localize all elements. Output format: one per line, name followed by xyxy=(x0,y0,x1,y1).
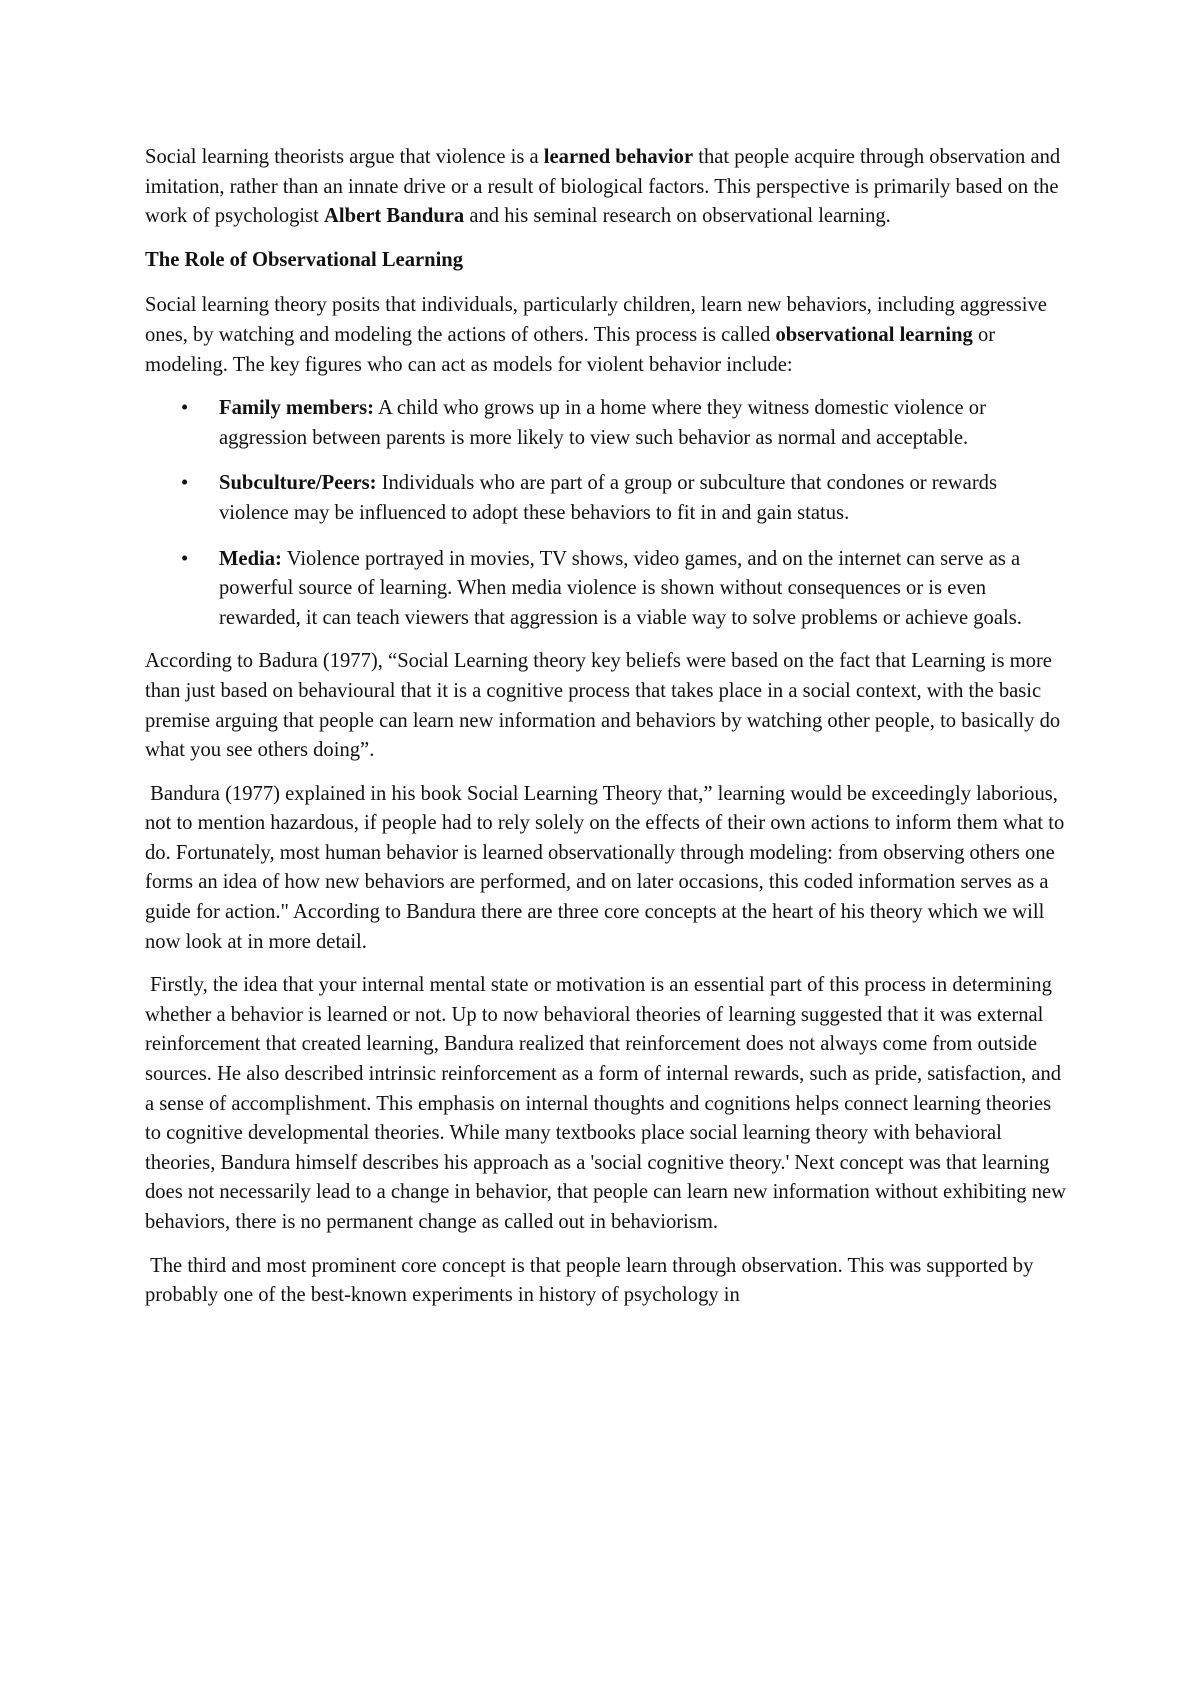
para2-bold-observational-learning: observational learning xyxy=(775,323,973,346)
bullet-text: Violence portrayed in movies, TV shows, video games, and on the internet can serve as a powerful source of learning. When media violence is shown without consequences or is even rewarded, it can teach viewers that aggression is a viable way to solve problems or achieve goals. xyxy=(219,547,1022,629)
bullet-text: Individuals who are part of a group or subculture that condones or rewards violence may be influenced to adopt these behaviors to fit in and gain status. xyxy=(219,472,997,524)
observational-learning-paragraph xyxy=(145,291,1070,380)
intro-bold-albert-bandura: Albert Bandura xyxy=(324,205,465,228)
bullet-item-media xyxy=(145,545,1070,634)
bullet-icon: • xyxy=(181,472,189,495)
para2-text-1: Social learning theory posits that individuals, particularly children, learn new behaviors, including aggressive ones, by watching and modeling the actions of others. This process is called xyxy=(145,294,1047,346)
bullet-icon: • xyxy=(181,547,189,570)
bullet-icon: • xyxy=(181,397,189,420)
intro-text-2: that people acquire through observation and imitation, rather than an innate drive or a result of biological factors. This perspective is primarily based on the work of psychologist xyxy=(145,146,1061,228)
bullet-term: Media: xyxy=(219,547,282,570)
document-page xyxy=(145,143,1070,1325)
bullet-item-family-members xyxy=(145,394,1070,453)
para2-text-2: or modeling. The key figures who can act as models for violent behavior include: xyxy=(145,323,996,376)
bullet-item-subculture-peers xyxy=(145,469,1070,528)
intro-bold-learned-behavior: learned behavior xyxy=(543,146,694,168)
bullet-term: Subculture/Peers: xyxy=(219,472,377,495)
intro-paragraph xyxy=(145,143,1070,232)
bullet-term: Family members: xyxy=(219,397,374,420)
internal-state-paragraph: Firstly, the idea that your internal mental state or motivation is an essential part of this process in determining whether a behavior is learned or not. Up to now behavioral theories of learning suggested that it was external reinforcement that created learning, Bandura realized that reinforcement does not always come from outside sources. He also described intrinsic reinforcement as a form of internal rewards, such as pride, satisfaction, and a sense of accomplishment. This emphasis on internal thoughts and cognitions helps connect learning theories to cognitive developmental theories. While many textbooks place social learning theory with behavioral theories, Bandura himself describes his approach as a 'social cognitive theory.' Next concept was that learning does not necessarily lead to a change in behavior, that people can learn new information without exhibiting new behaviors, there is no permanent change as called out in behaviorism. xyxy=(145,974,1072,1233)
third-concept-paragraph: The third and most prominent core concept is that people learn through observation. This was supported by probably one of the best-known experiments in history of psychology in xyxy=(145,1254,1039,1307)
intro-text-3: and his seminal research on observational learning. xyxy=(464,205,891,228)
badura-quote-paragraph: According to Badura (1977), “Social Learning theory key beliefs were based on the fact that Learning is more than just based on behavioural that it is a cognitive process that takes place in a social context, with the basic premise arguing that people can learn new information and behaviors by watching other people, to basically do what you see others doing”. xyxy=(145,650,1061,762)
bandura-book-paragraph: Bandura (1977) explained in his book Social Learning Theory that,” learning would be exceedingly laborious, not to mention hazardous, if people had to rely solely on the effects of their own actions to inform them what to do. Fortunately, most human behavior is learned observationally through modeling: from observing others one forms an idea of how new behaviors are performed, and on later occasions, this coded information serves as a guide for action." According to Bandura there are three core concepts at the heart of his theory which we will now look at in more detail. xyxy=(145,782,1070,953)
section-heading: The Role of Observational Learning xyxy=(145,248,464,271)
bullet-text: A child who grows up in a home where they witness domestic violence or aggression between parents is more likely to view such behavior as normal and acceptable. xyxy=(219,397,986,449)
models-bullet-list xyxy=(145,394,1070,633)
intro-text-1: Social learning theorists argue that violence is a xyxy=(145,146,544,168)
